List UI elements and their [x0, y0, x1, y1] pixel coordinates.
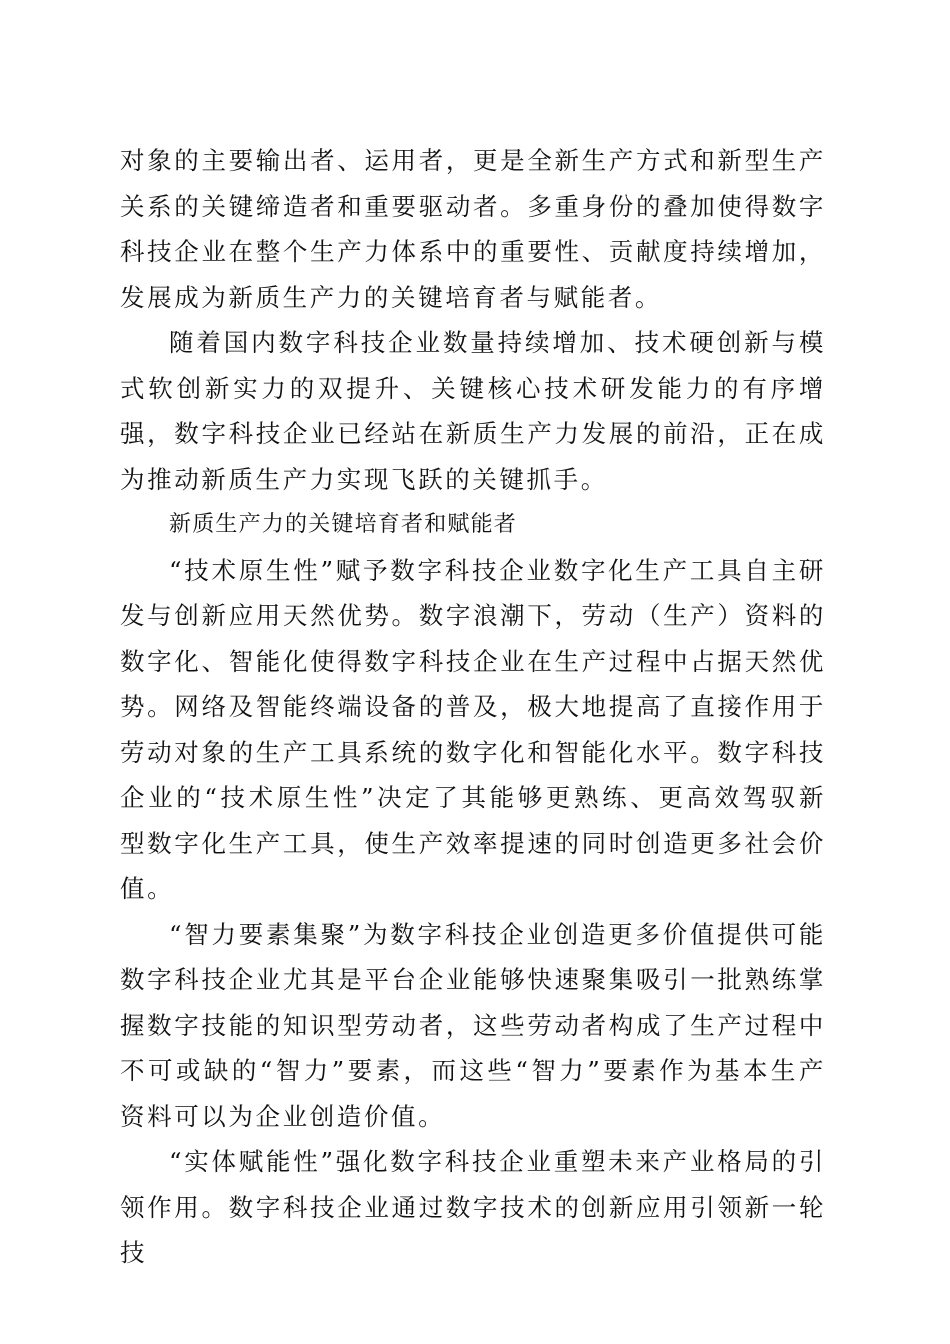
- document-page: [120, 138, 826, 1276]
- paragraph-5: “实体赋能性”强化数字科技企业重塑未来产业格局的引领作用。数字科技企业通过数字技术的创新应用引领新一轮技: [120, 1147, 826, 1267]
- section-heading: 新质生产力的关键培育者和赋能者: [169, 512, 518, 537]
- paragraph-2: 随着国内数字科技企业数量持续增加、技术硬创新与模式软创新实力的双提升、关键核心技术研发能力的有序增强，数字科技企业已经站在新质生产力发展的前沿，正在成为推动新质生产力实现飞跃的关键抓手。: [120, 328, 826, 494]
- paragraph-3: “技术原生性”赋予数字科技企业数字化生产工具自主研发与创新应用天然优势。数字浪潮下，劳动（生产）资料的数字化、智能化使得数字科技企业在生产过程中占据天然优势。网络及智能终端设备的普及，极大地提高了直接作用于劳动对象的生产工具系统的数字化和智能化水平。数字科技企业的“技术原生性”决定了其能够更熟练、更高效驾驭新型数字化生产工具，使生产效率提速的同时创造更多社会价值。: [120, 555, 826, 903]
- paragraph-1: 对象的主要输出者、运用者，更是全新生产方式和新型生产关系的关键缔造者和重要驱动者。多重身份的叠加使得数字科技企业在整个生产力体系中的重要性、贡献度持续增加，发展成为新质生产力的关键培育者与赋能者。: [120, 146, 826, 312]
- paragraph-4: “智力要素集聚”为数字科技企业创造更多价值提供可能数字科技企业尤其是平台企业能够快速聚集吸引一批熟练掌握数字技能的知识型劳动者，这些劳动者构成了生产过程中不可或缺的“智力”要素，而这些“智力”要素作为基本生产资料可以为企业创造价值。: [120, 919, 826, 1131]
